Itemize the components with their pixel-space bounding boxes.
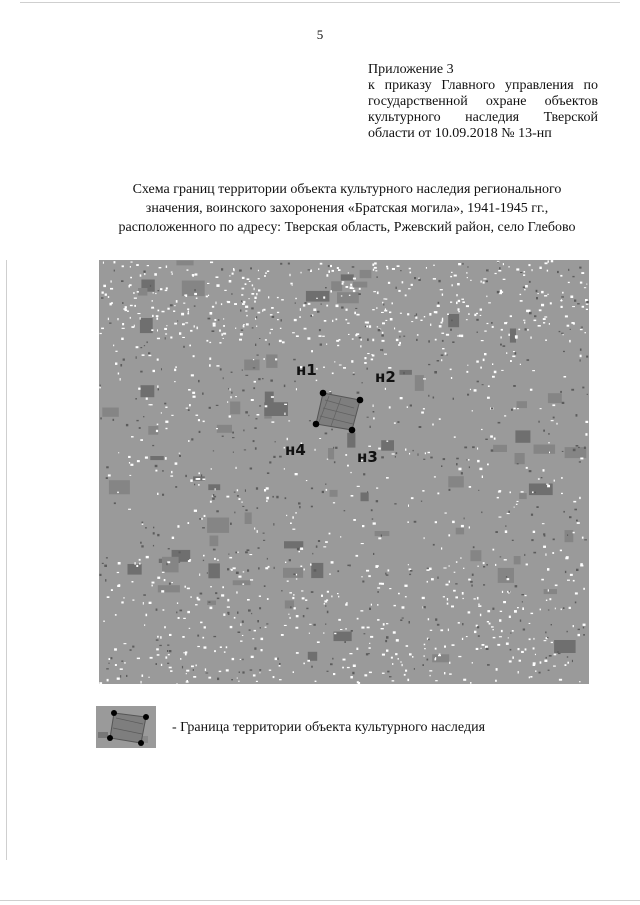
scan-left-edge [6, 260, 7, 860]
boundary-point-n2 [357, 397, 364, 404]
appendix-line: области от 10.09.2018 № 13-нп [368, 126, 552, 141]
legend-label: - Граница территории объекта культурного наследия [172, 720, 486, 735]
aerial-map [99, 260, 589, 684]
document-title [92, 180, 602, 237]
legend-swatch-image [96, 706, 156, 748]
appendix-line: культурного наследия Тверской [368, 110, 598, 125]
title-line: значения, воинского захоронения «Братская могила», 1941-1945 гг., [145, 201, 549, 216]
label-n1: н1 [296, 361, 317, 379]
page-number: 5 [316, 27, 324, 42]
scan-top-edge [20, 2, 620, 3]
appendix-line: к приказу Главного управления по [368, 78, 598, 93]
boundary-point-n3 [349, 427, 356, 434]
aerial-map-image [99, 260, 589, 684]
title-line: Схема границ территории объекта культурного наследия регионального [132, 182, 562, 197]
boundary-point-n1 [320, 390, 327, 397]
legend-swatch [96, 706, 156, 748]
label-n4: н4 [285, 441, 306, 459]
boundary-point-n4 [313, 421, 320, 428]
label-n3: н3 [357, 448, 378, 466]
appendix-line: Приложение 3 [368, 62, 454, 77]
appendix-block [368, 62, 598, 142]
scan-bottom-edge [0, 900, 640, 901]
title-line: расположенного по адресу: Тверская область, Ржевский район, село Глебово [118, 220, 576, 235]
appendix-line: государственной охране объектов [368, 94, 598, 109]
label-n2: н2 [375, 368, 396, 386]
